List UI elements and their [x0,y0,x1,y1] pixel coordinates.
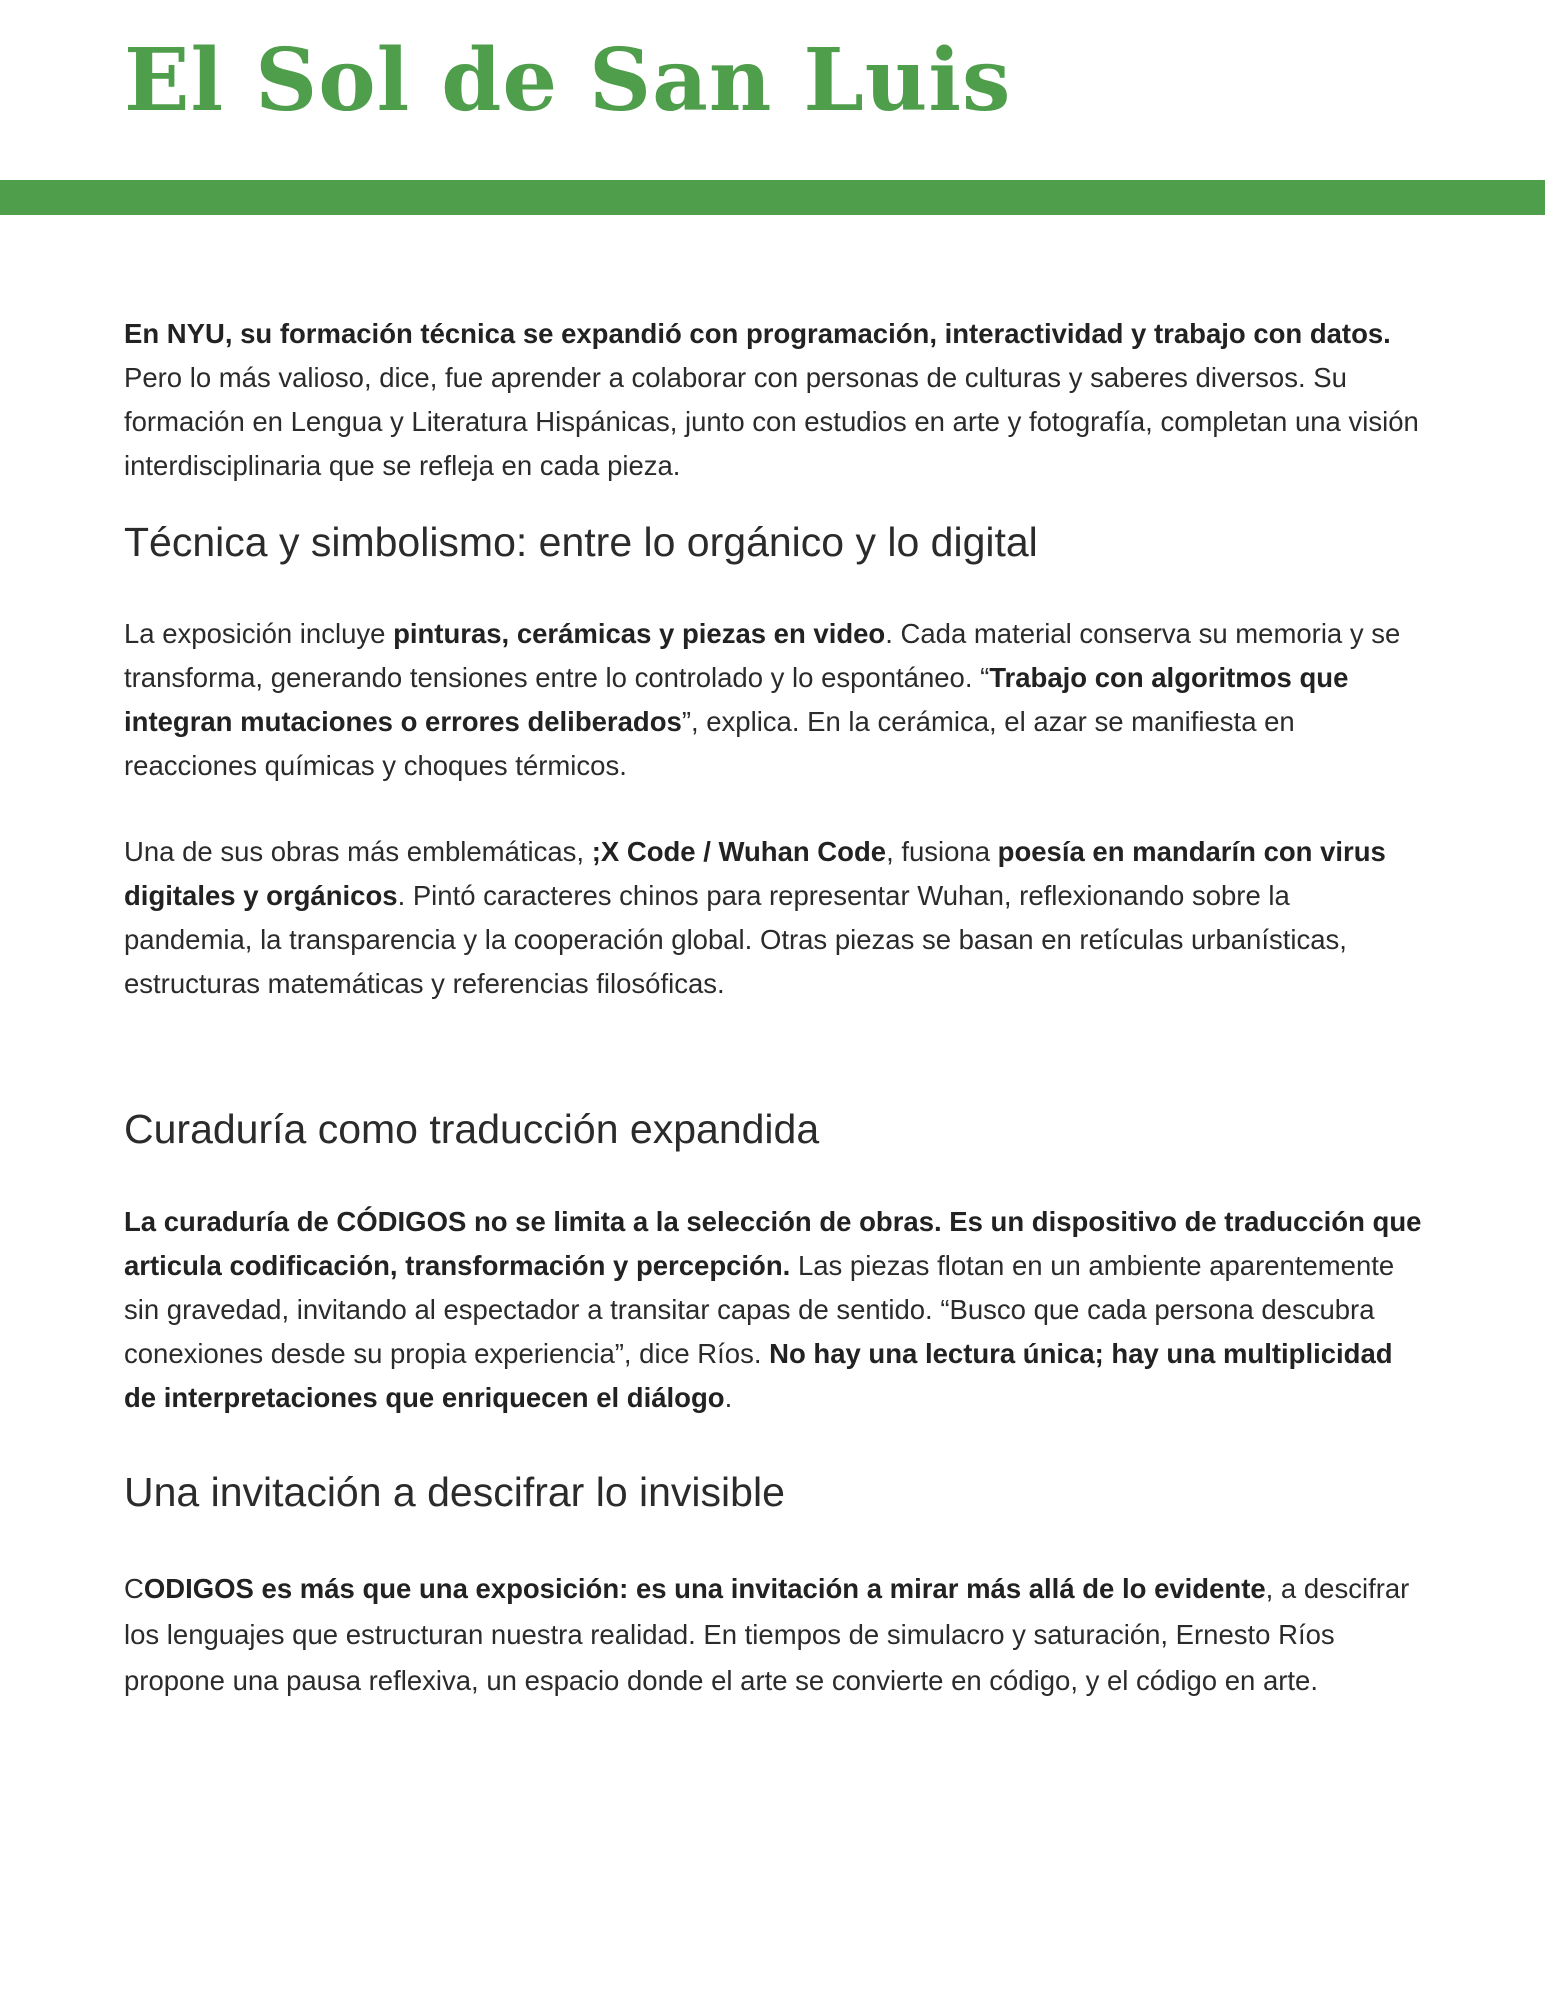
text-run: Una de sus obras más emblemáticas, [124,836,592,867]
text-run: , a descifrar los lenguajes que estructuran nuestra realidad. En tiempos de simulacro y saturación, Ernesto Ríos propone una pausa reflexiva, un espacio donde el arte se convierte en código, y el código en arte. [124,1573,1410,1696]
text-run: C [124,1573,144,1604]
bold-text-run: En NYU, su formación técnica se expandió con programación, interactividad y trabajo con datos. [124,318,1391,349]
text-run: . [724,1382,733,1413]
bold-text-run: No hay una lectura única; hay una multiplicidad de interpretaciones que enriquecen el diálogo [124,1338,1393,1413]
text-run: La exposición incluye [124,618,394,649]
article-paragraph-wuhan-code [124,830,1424,1006]
bold-text-run: ;X Code / Wuhan Code [591,836,887,867]
masthead [0,0,1545,180]
bold-text-run: La curaduría de CÓDIGOS no se limita a la selección de obras. Es un dispositivo de traducción que articula codificación, transformación y percepción. [124,1206,1422,1281]
bold-text-run: ODIGOS es más que una exposición: es una invitación a mirar más allá de lo evidente [143,1573,1266,1604]
text-run: . Cada material conserva su memoria y se transforma, generando tensiones entre lo controlado y lo espontáneo. “ [124,618,1401,693]
article-paragraph-curaduria [124,1200,1424,1420]
article-paragraph-invitacion [124,1566,1424,1704]
header-divider-bar [0,180,1545,215]
section-heading-tecnica: Técnica y simbolismo: entre lo orgánico y lo digital [124,519,1038,565]
site-logo[interactable]: El Sol de San Luis [124,30,1012,131]
text-run: Las piezas flotan en un ambiente aparentemente sin gravedad, invitando al espectador a transitar capas de sentido. “Busco que cada persona descubra conexiones desde su propia experiencia”, dice Ríos. [124,1250,1395,1369]
section-heading-curaduria: Curaduría como traducción expandida [124,1106,820,1152]
text-run: ”, explica. En la cerámica, el azar se manifiesta en reacciones químicas y choques térmicos. [124,706,1295,781]
article-body [0,215,1424,1704]
text-run: . Pintó caracteres chinos para representar Wuhan, reflexionando sobre la pandemia, la transparencia y la cooperación global. Otras piezas se basan en retículas urbanísticas, estructuras matemáticas y referencias filosóficas. [124,880,1347,999]
article-paragraph-nyu [124,312,1424,488]
bold-text-run: poesía en mandarín con virus digitales y orgánicos [124,836,1386,911]
bold-text-run: Trabajo con algoritmos que integran mutaciones o errores deliberados [124,662,1349,737]
text-run: Pero lo más valioso, dice, fue aprender a colaborar con personas de culturas y saberes diversos. Su formación en Lengua y Literatura Hispánicas, junto con estudios en arte y fotografía, completan una visión interdisciplinaria que se refleja en cada pieza. [124,362,1419,481]
article-paragraph-exposicion [124,612,1424,788]
text-run: , fusiona [886,836,998,867]
bold-text-run: pinturas, cerámicas y piezas en video [393,618,886,649]
section-heading-invitacion: Una invitación a descifrar lo invisible [124,1469,785,1515]
